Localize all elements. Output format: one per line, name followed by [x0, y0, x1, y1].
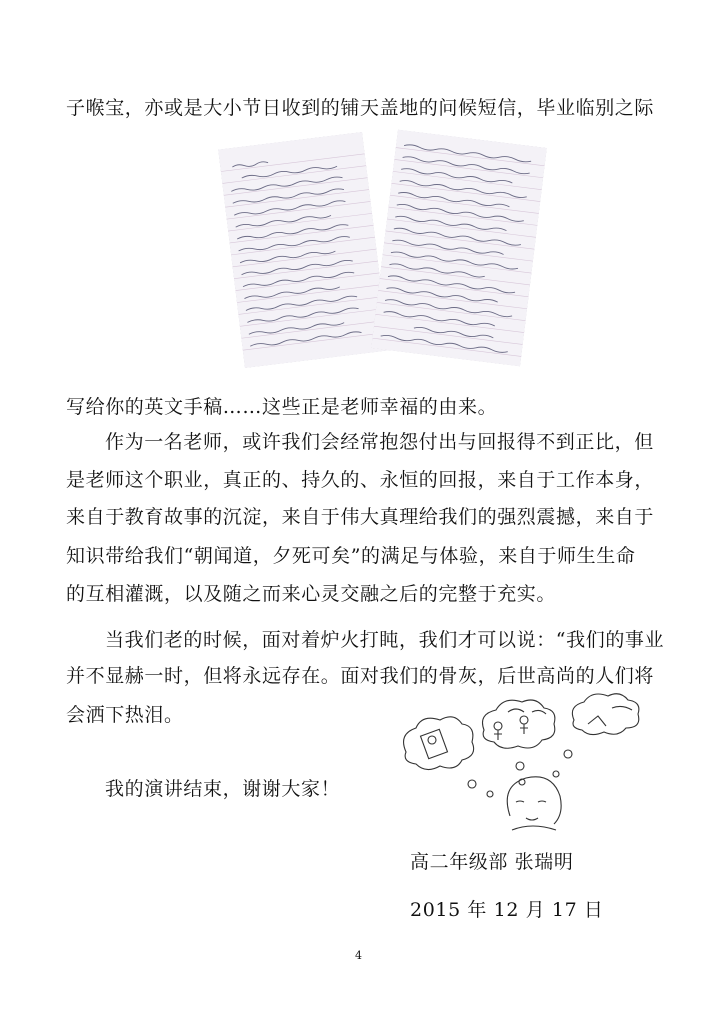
- paragraph-line: 知识带给我们“朝闻道，夕死可矣”的满足与体验，来自于师生生命: [66, 545, 636, 567]
- author-signature: 高二年级部 张瑞明: [410, 851, 574, 873]
- paragraph-line: 作为一名老师，或许我们会经常抱怨付出与回报得不到正比，但: [105, 431, 654, 453]
- paragraph-line: 写给你的英文手稿……这些正是老师幸福的由来。: [66, 396, 498, 418]
- paragraph-line: 来自于教育故事的沉淀，来自于伟大真理给我们的强烈震撼，来自于: [66, 506, 655, 528]
- paragraph-line: 并不显赫一时，但将永远存在。面对我们的骨灰，后世高尚的人们将: [66, 665, 655, 687]
- handwritten-letters-photo: [226, 132, 538, 368]
- paragraph-line: 会洒下热泪。: [66, 704, 184, 726]
- closing-remark: 我的演讲结束，谢谢大家！: [105, 778, 341, 800]
- paragraph-line: 当我们老的时候，面对着炉火打盹，我们才可以说：“我们的事业: [105, 629, 665, 651]
- letter-page-left: [218, 132, 389, 368]
- page-number: 4: [355, 949, 362, 962]
- paragraph-line: 子喉宝，亦或是大小节日收到的铺天盖地的问候短信，毕业临别之际: [66, 97, 655, 119]
- paragraph-line: 是老师这个职业，真正的、持久的、永恒的回报，来自于工作本身，: [66, 469, 655, 491]
- teacher-cartoon-illustration: [392, 690, 662, 840]
- letter-page-right: [371, 130, 547, 367]
- paragraph-line: 的互相灌溉，以及随之而来心灵交融之后的完整于充实。: [66, 583, 557, 605]
- signature-date: 2015 年 12 月 17 日: [410, 899, 604, 921]
